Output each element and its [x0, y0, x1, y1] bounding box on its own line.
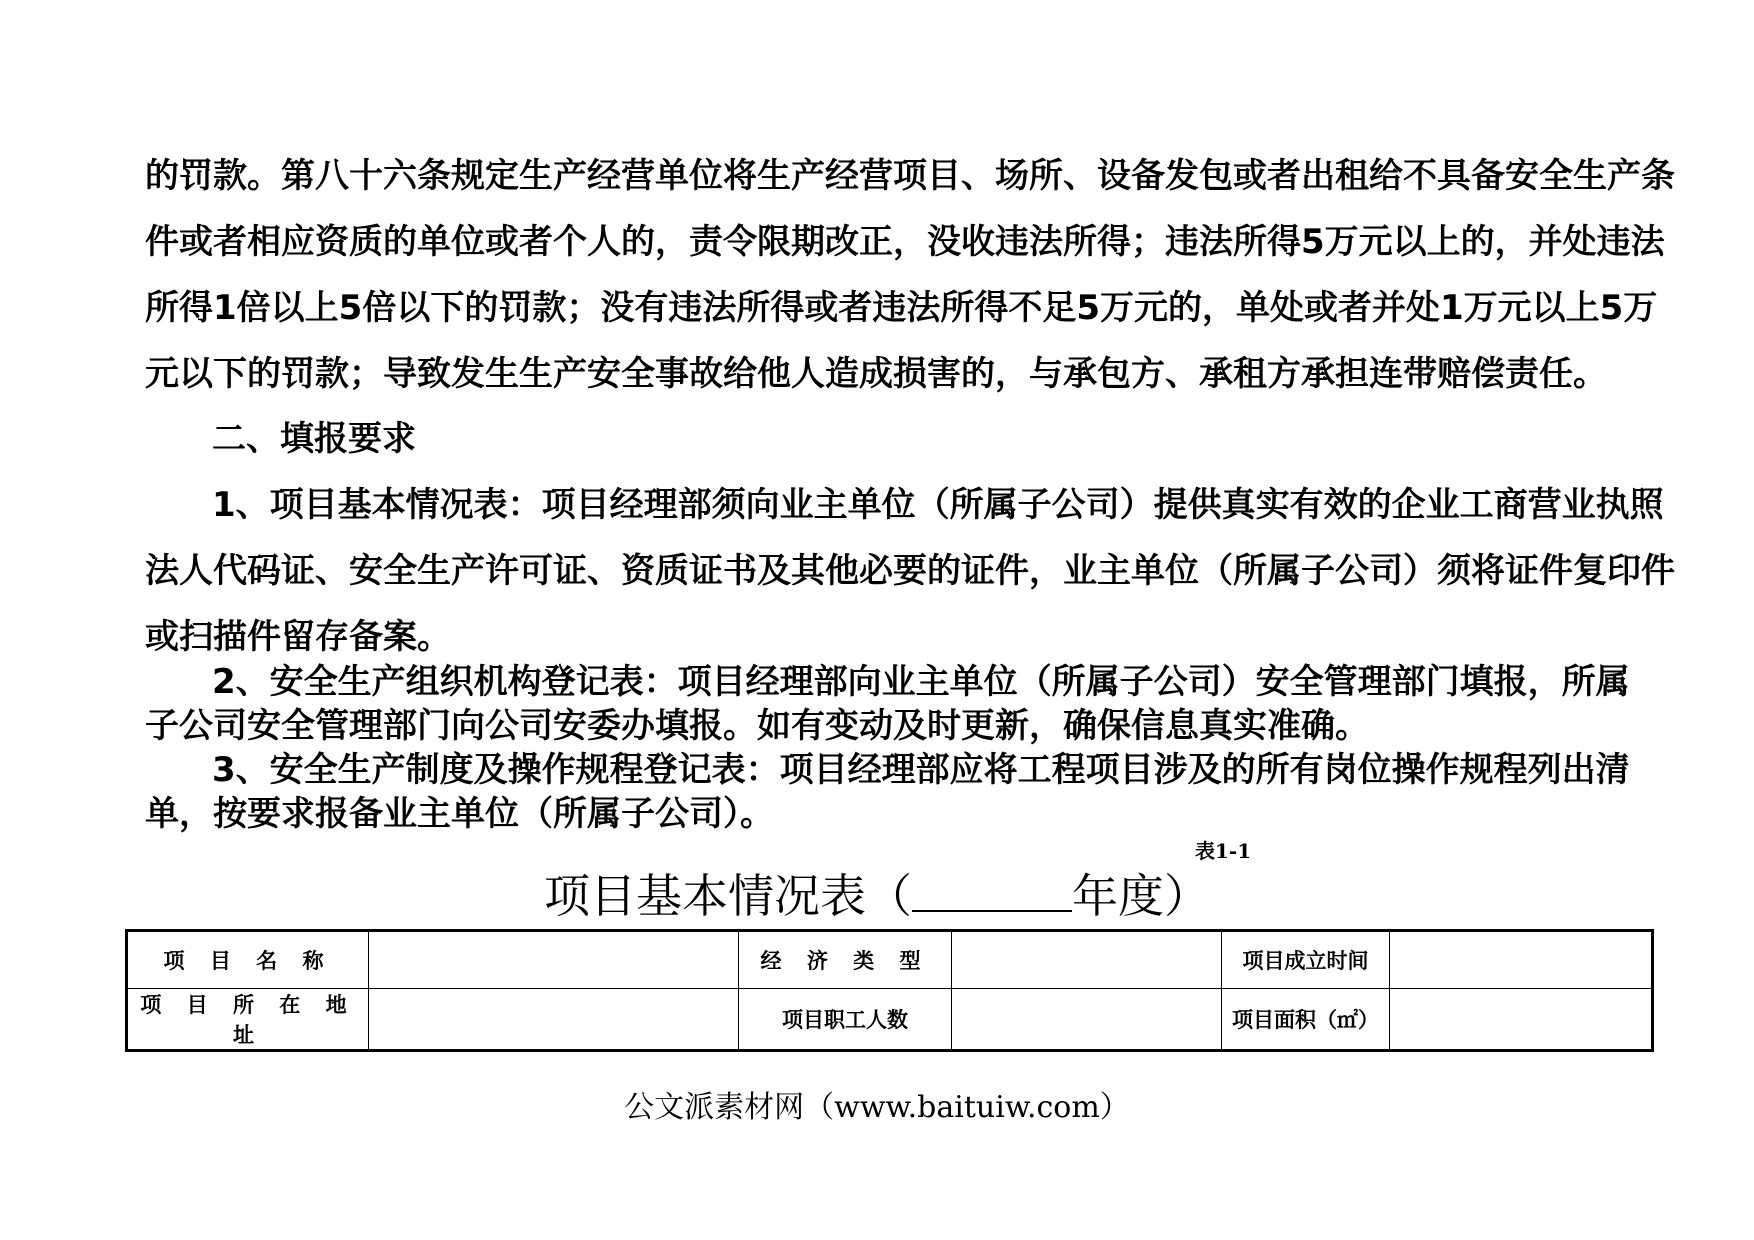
text-line: 件或者相应资质的单位或者个人的，责令限期改正，没收违法所得；违法所得5万元以上的，并处违法: [145, 222, 1665, 262]
table-title-suffix: 年度）: [1072, 869, 1210, 923]
text-line: 子公司安全管理部门向公司安委办填报。如有变动及时更新，确保信息真实准确。: [145, 706, 1369, 746]
table-number: 表1-1: [1195, 839, 1252, 863]
label-established-time: 项目成立时间: [1222, 931, 1390, 989]
value-economic-type[interactable]: [952, 931, 1222, 989]
penalty-paragraph: [145, 143, 1675, 407]
table-title-prefix: 项目基本情况表（: [544, 869, 912, 923]
label-economic-type: 经 济 类 型: [739, 931, 952, 989]
value-project-name[interactable]: [369, 931, 739, 989]
table-row: [127, 931, 1653, 989]
text-line: 1、项目基本情况表：项目经理部须向业主单位（所属子公司）提供真实有效的企业工商营业执照: [212, 485, 1664, 525]
label-project-address: 项 目 所 在 地 址: [127, 989, 369, 1051]
text-line: 单，按要求报备业主单位（所属子公司）。: [145, 794, 774, 834]
table-title: [0, 866, 1754, 926]
value-established-time[interactable]: [1390, 931, 1653, 989]
value-project-address[interactable]: [369, 989, 739, 1051]
text-line: 元以下的罚款；导致发生生产安全事故给他人造成损害的，与承包方、承租方承担连带赔偿责任。: [145, 354, 1607, 394]
text-line: 的罚款。第八十六条规定生产经营单位将生产经营项目、场所、设备发包或者出租给不具备安全生产条: [145, 156, 1675, 196]
text-line: 法人代码证、安全生产许可证、资质证书及其他必要的证件，业主单位（所属子公司）须将证件复印件: [145, 551, 1675, 591]
requirement-item-2: [145, 660, 1665, 748]
value-staff-count[interactable]: [952, 989, 1222, 1051]
requirement-item-3: [145, 748, 1665, 836]
text-line: 2、安全生产组织机构登记表：项目经理部向业主单位（所属子公司）安全管理部门填报，所属: [212, 662, 1630, 702]
label-project-name: 项 目 名 称: [127, 931, 369, 989]
value-project-area[interactable]: [1390, 989, 1653, 1051]
requirement-item-1: [145, 472, 1675, 670]
label-staff-count: 项目职工人数: [739, 989, 952, 1051]
text-line: 所得1倍以上5倍以下的罚款；没有违法所得或者违法所得不足5万元的，单处或者并处1万元以上5万: [145, 288, 1658, 328]
text-line: 或扫描件留存备案。: [145, 617, 451, 657]
label-project-area: 项目面积（㎡）: [1222, 989, 1390, 1051]
project-info-table: [125, 929, 1654, 1052]
footer-watermark-text: 公文派素材网（www.baituiw.com）: [624, 1090, 1130, 1125]
table-row: [127, 989, 1653, 1051]
year-blank: [912, 870, 1072, 912]
text-line: 3、安全生产制度及操作规程登记表：项目经理部应将工程项目涉及的所有岗位操作规程列出清: [212, 750, 1630, 790]
section-heading: 二、填报要求: [212, 419, 416, 459]
